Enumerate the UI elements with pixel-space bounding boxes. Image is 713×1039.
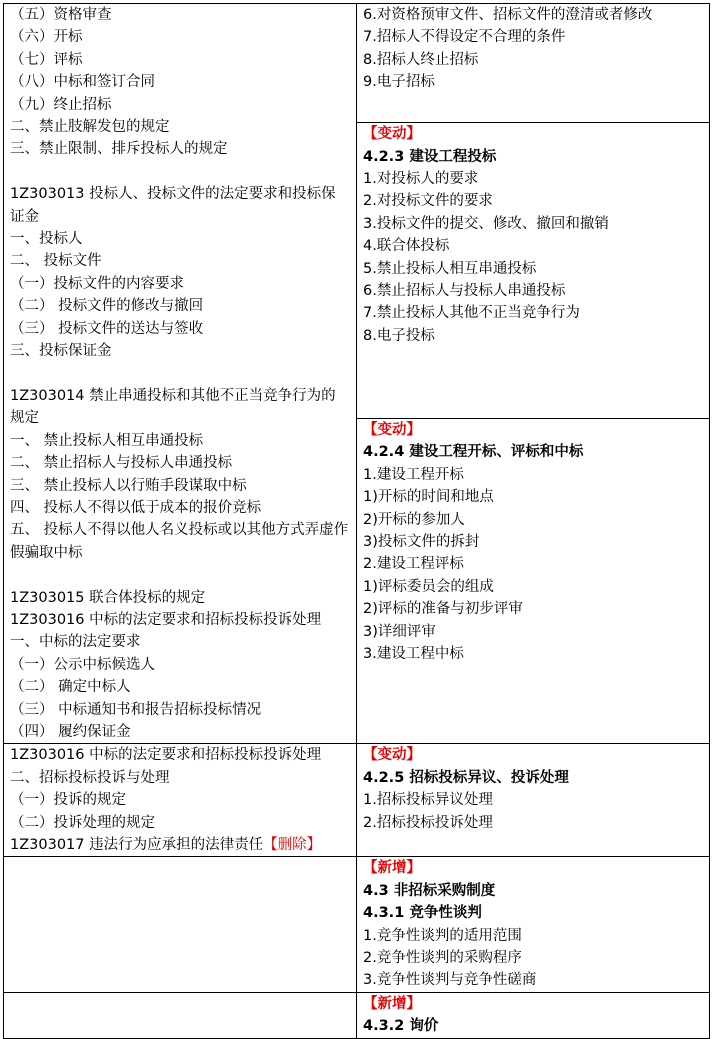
old-syllabus-line bbox=[10, 564, 350, 586]
old-syllabus-line bbox=[10, 834, 350, 856]
line-text: （二） 投标文件的修改与撤回 bbox=[10, 298, 204, 315]
table-row bbox=[4, 992, 710, 1038]
section-heading: 4.3.1 竞争性谈判 bbox=[363, 905, 482, 922]
old-syllabus-line bbox=[10, 497, 350, 519]
line-text: 三、 禁止投标人以行贿手段谋取中标 bbox=[10, 477, 247, 494]
old-syllabus-line bbox=[10, 318, 350, 340]
old-syllabus-line bbox=[10, 250, 350, 272]
new-syllabus-line: 5.禁止投标人相互串通投标 bbox=[363, 260, 537, 277]
line-text: （一）投标文件的内容要求 bbox=[10, 275, 184, 292]
old-syllabus-line bbox=[10, 183, 350, 228]
new-syllabus-line: 6.对资格预审文件、招标文件的澄清或者修改 bbox=[363, 7, 653, 23]
new-syllabus-line: 1.对投标人的要求 bbox=[363, 170, 479, 187]
section-heading: 4.3.2 询价 bbox=[363, 1018, 439, 1035]
line-text: （一）公示中标候选人 bbox=[10, 656, 155, 673]
new-syllabus-line: 9.电子招标 bbox=[363, 74, 435, 91]
new-syllabus-line: 1.招标投标异议处理 bbox=[363, 792, 493, 809]
table-row bbox=[4, 4, 710, 123]
line-text: 二、 禁止招标人与投标人串通投标 bbox=[10, 455, 233, 472]
new-syllabus-line: 3)投标文件的拆封 bbox=[363, 534, 480, 551]
section-heading: 4.2.5 招标投标异议、投诉处理 bbox=[363, 769, 569, 786]
new-syllabus-line: 8.招标人终止招标 bbox=[363, 51, 479, 68]
old-syllabus-line bbox=[10, 94, 350, 116]
new-syllabus-line: 3.竞争性谈判与竞争性磋商 bbox=[363, 972, 537, 989]
change-tag: 【新增】 bbox=[363, 860, 421, 877]
new-syllabus-line: 1)开标的时间和地点 bbox=[363, 489, 494, 506]
old-syllabus-line bbox=[10, 228, 350, 250]
old-syllabus-line bbox=[10, 699, 350, 721]
new-syllabus-line: 2)评标的准备与初步评审 bbox=[363, 601, 523, 618]
old-syllabus-line bbox=[10, 676, 350, 698]
line-text: 一、投标人 bbox=[10, 231, 83, 248]
line-text: 一、中标的法定要求 bbox=[10, 634, 141, 651]
old-syllabus-line bbox=[10, 385, 350, 430]
new-syllabus-line: 2.对投标文件的要求 bbox=[363, 193, 493, 210]
new-syllabus-line: 3.建设工程中标 bbox=[363, 646, 464, 663]
old-syllabus-cell bbox=[4, 4, 357, 744]
new-syllabus-line: 7.禁止投标人其他不正当竞争行为 bbox=[363, 305, 580, 322]
new-syllabus-cell bbox=[357, 123, 710, 419]
line-text: （六）开标 bbox=[10, 29, 83, 46]
line-text: （九）终止招标 bbox=[10, 96, 112, 113]
new-syllabus-line: 7.招标人不得设定不合理的条件 bbox=[363, 29, 566, 46]
new-syllabus-line: 3)详细评审 bbox=[363, 623, 436, 640]
line-text: （四） 履约保证金 bbox=[10, 723, 131, 740]
new-syllabus-line: 1.建设工程开标 bbox=[363, 466, 464, 483]
table-row bbox=[4, 857, 710, 992]
line-text: 四、 投标人不得以低于成本的报价竞标 bbox=[10, 499, 262, 516]
change-tag: 【变动】 bbox=[363, 126, 421, 143]
old-syllabus-line bbox=[10, 26, 350, 48]
old-syllabus-line bbox=[10, 587, 350, 609]
old-syllabus-line bbox=[10, 789, 350, 811]
new-syllabus-line: 2.竞争性谈判的采购程序 bbox=[363, 950, 522, 967]
old-syllabus-line bbox=[10, 452, 350, 474]
line-text: 三、禁止限制、排斥投标人的规定 bbox=[10, 141, 228, 158]
line-text: 1Z303013 投标人、投标文件的法定要求和投标保证金 bbox=[10, 186, 336, 225]
line-text: （三） 中标通知书和报告招标投标情况 bbox=[10, 701, 262, 718]
old-syllabus-line bbox=[10, 609, 350, 631]
line-text: 二、禁止肢解发包的规定 bbox=[10, 119, 170, 136]
line-text: （二） 确定中标人 bbox=[10, 679, 131, 696]
new-syllabus-cell bbox=[357, 857, 710, 992]
old-syllabus-line bbox=[10, 721, 350, 743]
old-syllabus-line bbox=[10, 71, 350, 93]
old-syllabus-line bbox=[10, 631, 350, 653]
line-text: 三、投标保证金 bbox=[10, 343, 112, 360]
new-syllabus-line: 2.建设工程评标 bbox=[363, 556, 464, 573]
old-syllabus-cell bbox=[4, 744, 357, 857]
new-syllabus-line: 6.禁止招标人与投标人串通投标 bbox=[363, 282, 566, 299]
line-text: 一、 禁止投标人相互串通投标 bbox=[10, 432, 204, 449]
change-tag: 【变动】 bbox=[363, 747, 421, 764]
line-text: （七）评标 bbox=[10, 51, 83, 68]
new-syllabus-line: 4.联合体投标 bbox=[363, 238, 450, 255]
new-syllabus-cell bbox=[357, 419, 710, 744]
old-syllabus-line bbox=[10, 116, 350, 138]
new-syllabus-line: 8.电子投标 bbox=[363, 327, 435, 344]
old-syllabus-line bbox=[10, 812, 350, 834]
line-text: 二、招标投标投诉与处理 bbox=[10, 769, 170, 786]
new-syllabus-cell bbox=[357, 744, 710, 857]
old-syllabus-line bbox=[10, 273, 350, 295]
old-syllabus-line bbox=[10, 161, 350, 183]
change-tag: 【新增】 bbox=[363, 995, 421, 1012]
line-text: （八）中标和签订合同 bbox=[10, 74, 155, 91]
table-row bbox=[4, 744, 710, 857]
new-syllabus-cell bbox=[357, 4, 710, 123]
line-text: （二）投诉处理的规定 bbox=[10, 814, 155, 831]
line-text: 二、 投标文件 bbox=[10, 253, 102, 270]
section-heading: 4.3 非招标采购制度 bbox=[363, 882, 496, 899]
old-syllabus-cell bbox=[4, 857, 357, 992]
new-syllabus-cell bbox=[357, 992, 710, 1038]
line-text: 1Z303017 违法行为应承担的法律责任 bbox=[10, 836, 264, 853]
old-syllabus-line bbox=[10, 49, 350, 71]
change-tag: 【变动】 bbox=[363, 422, 421, 439]
new-syllabus-line: 1.竞争性谈判的适用范围 bbox=[363, 927, 522, 944]
line-text: 1Z303016 中标的法定要求和招标投标投诉处理 bbox=[10, 747, 322, 764]
section-heading: 4.2.4 建设工程开标、评标和中标 bbox=[363, 444, 584, 461]
old-syllabus-line bbox=[10, 767, 350, 789]
old-syllabus-line bbox=[10, 4, 350, 26]
line-text: （三） 投标文件的送达与签收 bbox=[10, 320, 204, 337]
old-syllabus-line bbox=[10, 340, 350, 362]
new-syllabus-line: 3.投标文件的提交、修改、撤回和撤销 bbox=[363, 215, 609, 232]
comparison-table bbox=[3, 3, 710, 1039]
new-syllabus-line: 1)评标委员会的组成 bbox=[363, 578, 494, 595]
old-syllabus-line bbox=[10, 295, 350, 317]
old-syllabus-line bbox=[10, 654, 350, 676]
old-syllabus-line bbox=[10, 519, 350, 564]
line-text: 1Z303016 中标的法定要求和招标投标投诉处理 bbox=[10, 611, 322, 628]
line-text: 五、 投标人不得以他人名义投标或以其他方式弄虚作假骗取中标 bbox=[10, 522, 349, 561]
line-text: （一）投诉的规定 bbox=[10, 792, 126, 809]
new-syllabus-line: 2.招标投标投诉处理 bbox=[363, 814, 493, 831]
deleted-tag: 【删除】 bbox=[263, 836, 322, 853]
old-syllabus-line bbox=[10, 430, 350, 452]
section-heading: 4.2.3 建设工程投标 bbox=[363, 148, 497, 165]
old-syllabus-line bbox=[10, 362, 350, 384]
old-syllabus-line bbox=[10, 138, 350, 160]
line-text: 1Z303014 禁止串通投标和其他不正当竞争行为的规定 bbox=[10, 387, 336, 427]
new-syllabus-line: 2)开标的参加人 bbox=[363, 511, 465, 528]
line-text: （五）资格审查 bbox=[10, 7, 112, 23]
old-syllabus-line bbox=[10, 475, 350, 497]
old-syllabus-cell bbox=[4, 992, 357, 1038]
old-syllabus-line bbox=[10, 744, 350, 766]
line-text: 1Z303015 联合体投标的规定 bbox=[10, 589, 206, 606]
